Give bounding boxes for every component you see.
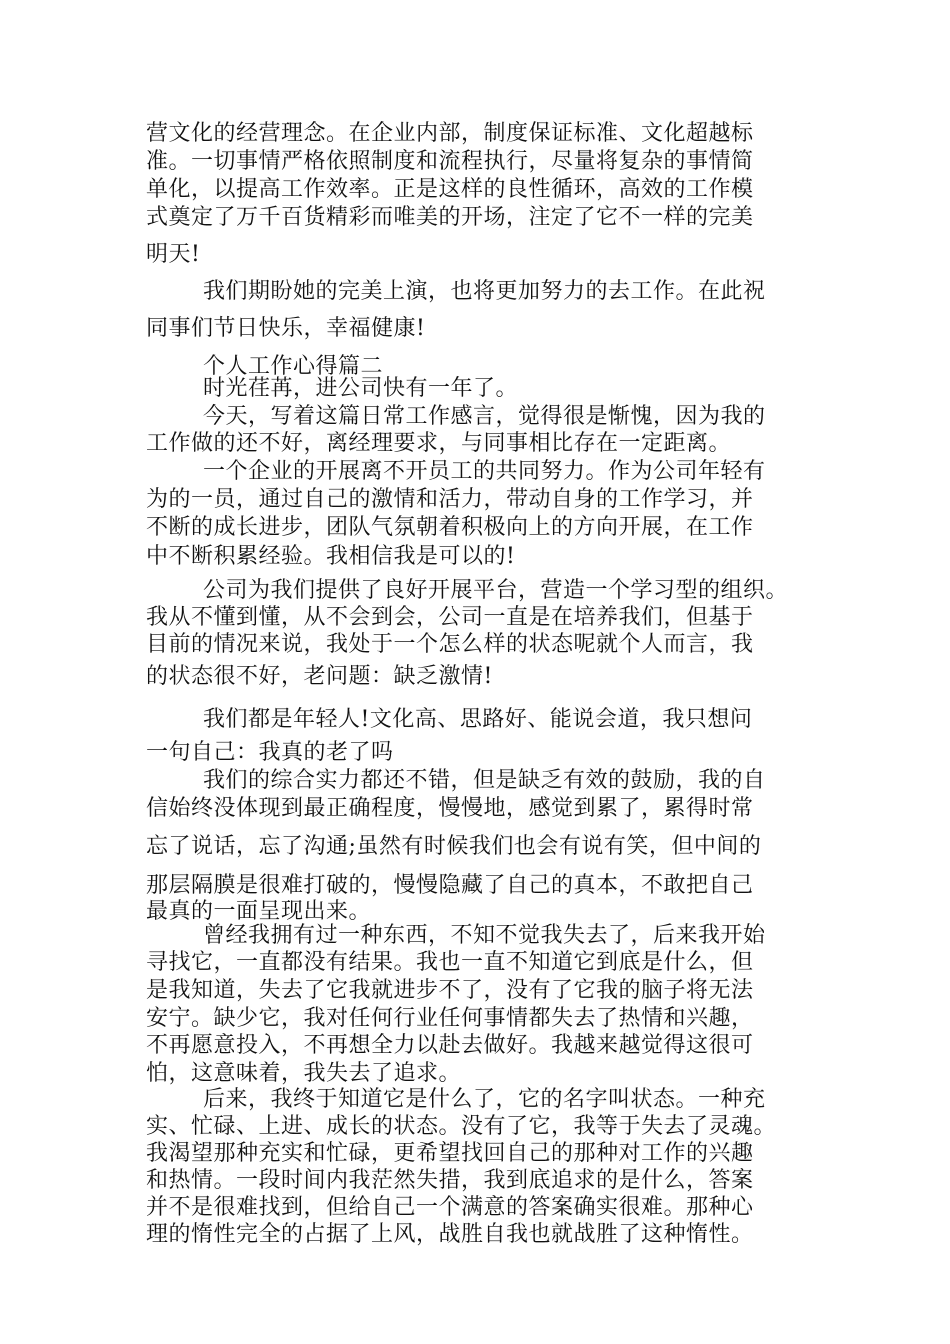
text-line: 最真的一面呈现出来。 bbox=[146, 899, 372, 924]
text-line: 今天，写着这篇日常工作感言，觉得很是惭愧，因为我的 bbox=[203, 404, 766, 429]
text-line: 公司为我们提供了良好开展平台，营造一个学习型的组织。 bbox=[203, 578, 789, 603]
text-line: 一句自己：我真的老了吗 bbox=[146, 740, 394, 765]
text-line: 曾经我拥有过一种东西，不知不觉我失去了，后来我开始 bbox=[203, 923, 766, 948]
text-line: 和热情。一段时间内我茫然失措，我到底追求的是什么，答案 bbox=[146, 1168, 754, 1193]
text-line: 信始终没体现到最正确程度，慢慢地，感觉到累了，累得时常 bbox=[146, 796, 754, 821]
text-line: 中不断积累经验。我相信我是可以的! bbox=[146, 544, 516, 569]
text-line: 工作做的还不好，离经理要求，与同事相比存在一定距离。 bbox=[146, 431, 732, 456]
text-line: 式奠定了万千百货精彩而唯美的开场，注定了它不一样的完美 bbox=[146, 205, 754, 230]
text-line: 并不是很难找到，但给自己一个满意的答案确实很难。那种心 bbox=[146, 1195, 754, 1220]
text-line: 我渴望那种充实和忙碌，更希望找回自己的那种对工作的兴趣 bbox=[146, 1141, 754, 1166]
text-line: 营文化的经营理念。在企业内部，制度保证标准、文化超越标 bbox=[146, 121, 754, 146]
text-line: 怕，这意味着，我失去了追求。 bbox=[146, 1061, 462, 1086]
text-line: 理的惰性完全的占据了上风，战胜自我也就战胜了这种惰性。 bbox=[146, 1222, 754, 1247]
text-line: 是我知道，失去了它我就进步不了，没有了它我的脑子将无法 bbox=[146, 978, 754, 1003]
text-line: 实、忙碌、上进、成长的状态。没有了它，我等于失去了灵魂。 bbox=[146, 1114, 777, 1139]
text-line: 同事们节日快乐，幸福健康! bbox=[146, 316, 426, 341]
section-heading: 个人工作心得篇二 bbox=[203, 354, 384, 379]
text-line: 我们期盼她的完美上演，也将更加努力的去工作。在此祝 bbox=[203, 279, 766, 304]
text-line: 我从不懂到懂，从不会到会，公司一直是在培养我们，但基于 bbox=[146, 605, 754, 630]
text-line: 寻找它，一直都没有结果。我也一直不知道它到底是什么，但 bbox=[146, 950, 754, 975]
text-line: 时光荏苒，进公司快有一年了。 bbox=[203, 376, 519, 401]
text-line: 忘了说话，忘了沟通;虽然有时候我们也会有说有笑，但中间的 bbox=[146, 834, 762, 859]
text-line: 为的一员，通过自己的激情和活力，带动自身的工作学习，并 bbox=[146, 487, 754, 512]
text-line: 一个企业的开展离不开员工的共同努力。作为公司年轻有 bbox=[203, 459, 766, 484]
text-line: 单化，以提高工作效率。正是这样的良性循环，高效的工作模 bbox=[146, 177, 754, 202]
text-line: 明天! bbox=[146, 242, 201, 267]
text-line: 准。一切事情严格依照制度和流程执行，尽量将复杂的事情简 bbox=[146, 149, 754, 174]
text-line: 不再愿意投入，不再想全力以赴去做好。我越来越觉得这很可 bbox=[146, 1033, 754, 1058]
text-line: 我们都是年轻人!文化高、思路好、能说会道，我只想问 bbox=[203, 707, 753, 732]
text-line: 那层隔膜是很难打破的，慢慢隐藏了自己的真本，不敢把自己 bbox=[146, 873, 754, 898]
text-line: 安宁。缺少它，我对任何行业任何事情都失去了热情和兴趣， bbox=[146, 1006, 754, 1031]
text-line: 的状态很不好，老问题：缺乏激情! bbox=[146, 664, 493, 689]
text-line: 不断的成长进步，团队气氛朝着积极向上的方向开展，在工作 bbox=[146, 515, 754, 540]
text-line: 我们的综合实力都还不错，但是缺乏有效的鼓励，我的自 bbox=[203, 768, 766, 793]
text-line: 目前的情况来说，我处于一个怎么样的状态呢就个人而言，我 bbox=[146, 632, 754, 657]
text-line: 后来，我终于知道它是什么了，它的名字叫状态。一种充 bbox=[203, 1087, 766, 1112]
